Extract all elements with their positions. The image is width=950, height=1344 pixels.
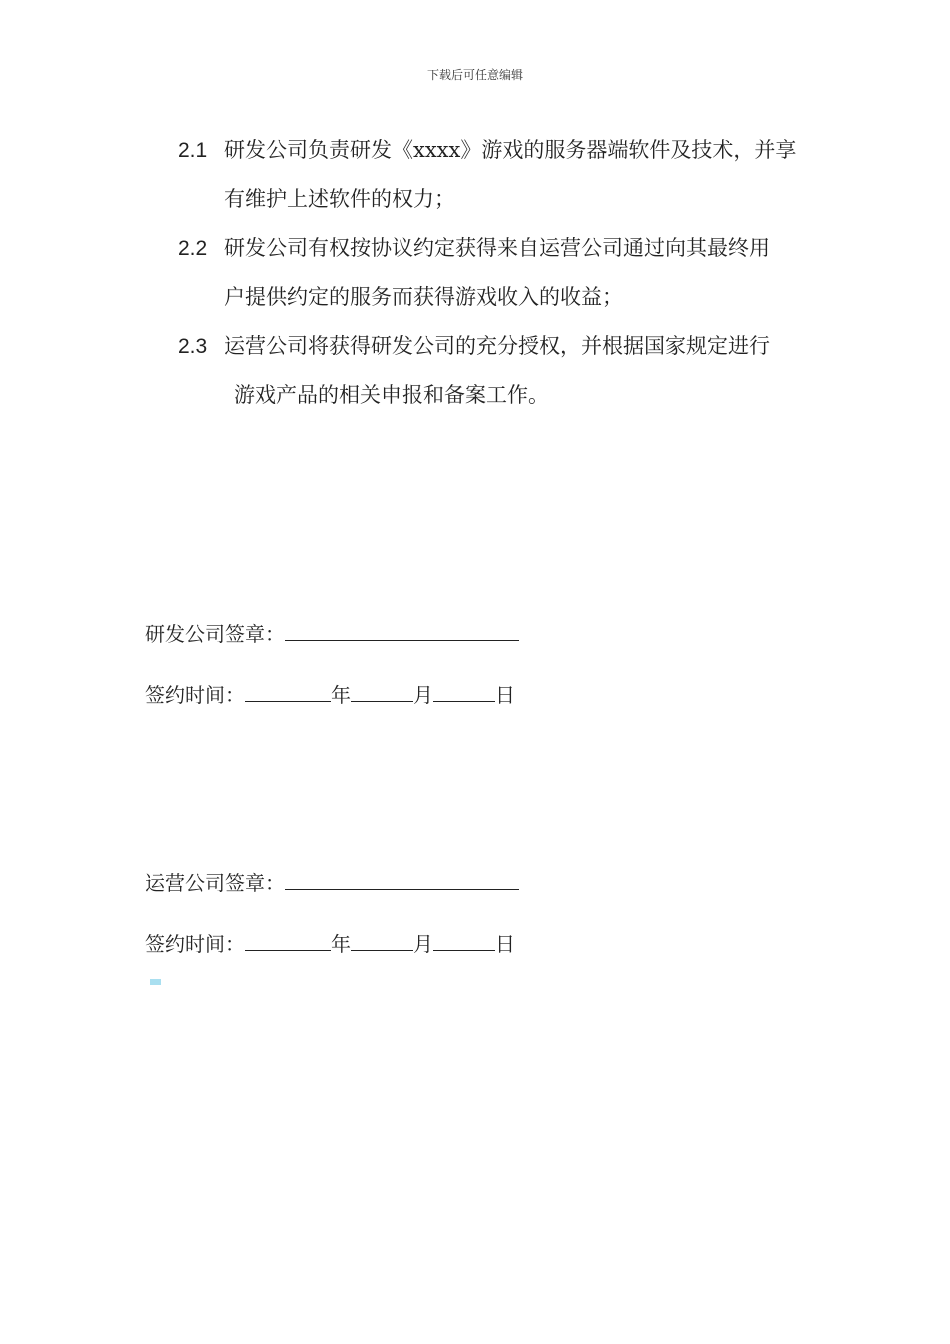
clause-text-line1: 研发公司负责研发《xxxx》游戏的服务器端软件及技术，并享 <box>224 138 797 162</box>
day-label: 日 <box>495 683 515 707</box>
day-label: 日 <box>495 932 515 956</box>
clause-2-1 <box>178 126 818 224</box>
dev-seal-blank[interactable] <box>285 622 519 641</box>
clause-number: 2.1 <box>178 139 208 162</box>
clause-number: 2.3 <box>178 335 208 358</box>
text-cursor-marker <box>150 979 161 985</box>
month-label: 月 <box>413 683 433 707</box>
op-sign-date-row <box>145 928 515 957</box>
clause-2-2 <box>178 224 818 322</box>
page-header: 下载后可任意编辑 <box>426 68 523 82</box>
clause-text-line2: 户提供约定的服务而获得游戏收入的收益； <box>224 285 623 309</box>
year-blank[interactable] <box>245 932 331 951</box>
month-label: 月 <box>413 932 433 956</box>
month-blank[interactable] <box>351 932 413 951</box>
month-blank[interactable] <box>351 683 413 702</box>
clause-text-line1: 运营公司将获得研发公司的充分授权，并根据国家规定进行 <box>224 334 770 358</box>
dev-seal-label: 研发公司签章： <box>145 622 285 646</box>
year-label: 年 <box>331 932 351 956</box>
year-label: 年 <box>331 683 351 707</box>
clause-number: 2.2 <box>178 237 208 260</box>
op-company-seal-row <box>145 867 519 896</box>
clause-text-line1: 研发公司有权按协议约定获得来自运营公司通过向其最终用 <box>224 236 770 260</box>
day-blank[interactable] <box>433 683 495 702</box>
clause-2-3 <box>178 322 818 420</box>
date-label: 签约时间： <box>145 932 245 956</box>
date-label: 签约时间： <box>145 683 245 707</box>
dev-sign-date-row <box>145 679 515 708</box>
op-seal-label: 运营公司签章： <box>145 871 285 895</box>
year-blank[interactable] <box>245 683 331 702</box>
clause-text-line2: 游戏产品的相关申报和备案工作。 <box>234 383 549 407</box>
clause-text-line2: 有维护上述软件的权力； <box>224 187 455 211</box>
day-blank[interactable] <box>433 932 495 951</box>
dev-company-seal-row <box>145 618 519 647</box>
op-seal-blank[interactable] <box>285 871 519 890</box>
